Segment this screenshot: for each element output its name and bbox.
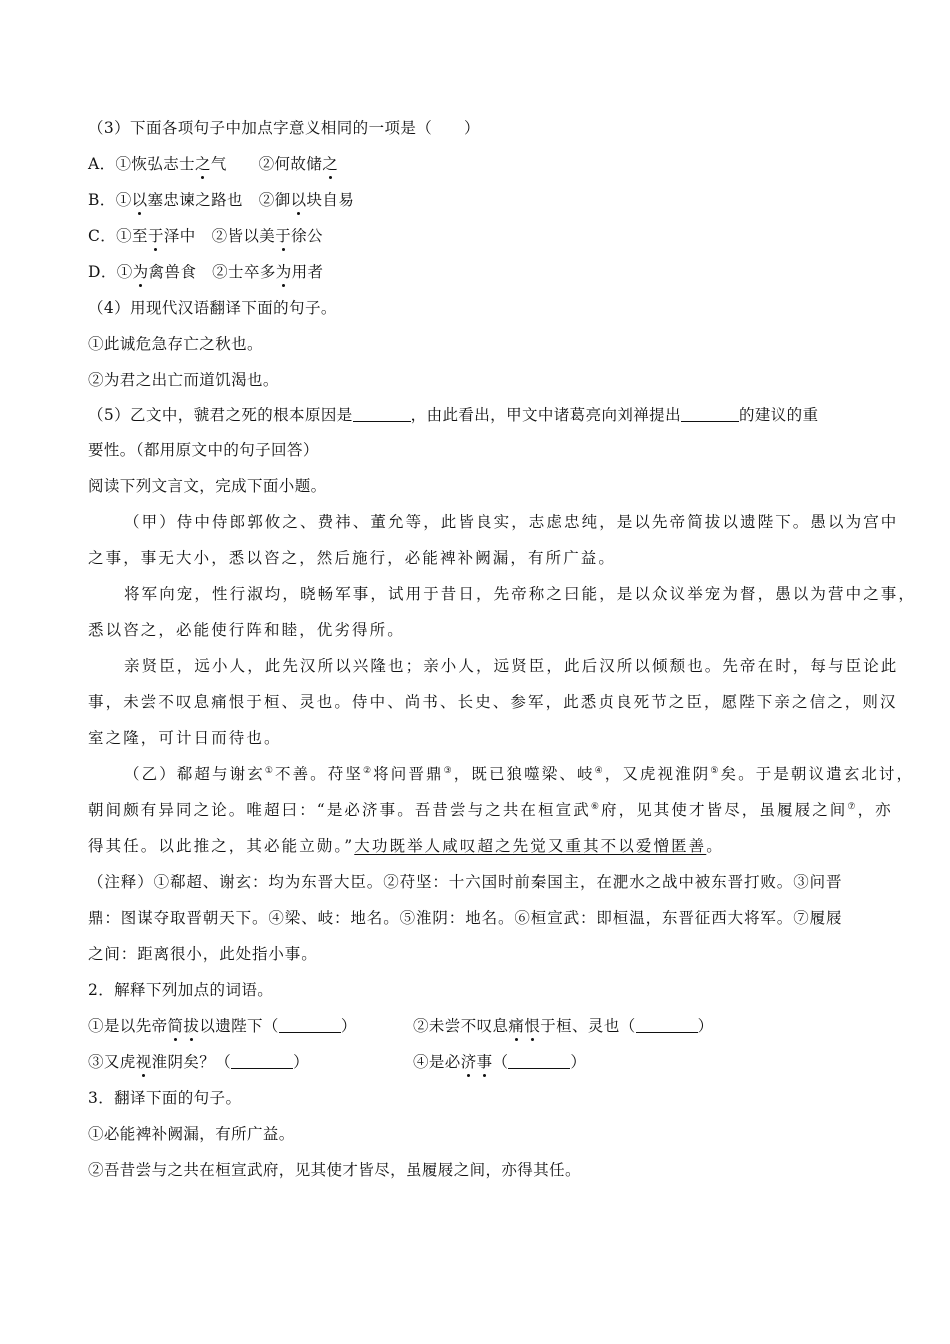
q3b-stem: 3．翻译下面的句子。 [88,1089,242,1107]
jia-para1-line2: 之事，事无大小，悉以咨之，然后施行，必能裨补阙漏，有所广益。 [88,549,617,567]
item-text: 于桓、灵也（ [540,1017,636,1035]
answer-blank-1[interactable] [353,406,411,422]
q3-stem: （3）下面各项句子中加点字意义相同的一项是（ ） [88,119,480,137]
yi-line2 [88,800,893,820]
dotted-char: 于 [147,227,164,245]
answer-blank-2[interactable] [681,406,739,422]
option-text: 塞忠谏之路也 ②御 [147,191,291,209]
dotted-char: 以 [290,191,307,209]
option-text: C．①至 [88,227,148,245]
yi-text: 朝间颇有异同之论。唯超曰：“是必济事。吾昔尝与之共在桓宣武 [88,801,591,819]
yi-text: 。 [706,837,724,855]
item-text: ①是以先帝 [88,1017,168,1035]
footnote-marker: ③ [443,766,454,776]
dotted-char: 视 [135,1053,152,1071]
yi-text: ，既已狼噬梁、岐 [453,765,595,783]
option-text: 用者 [291,263,324,281]
q2-item-3 [88,1053,309,1071]
dotted-char: 为 [275,263,292,281]
jia-para1-line1: （甲）侍中侍郎郭攸之、费祎、董允等，此皆良实，志虑忠纯，是以先帝简拔以遗陛下。愚以为宫中 [124,513,899,531]
footnote-marker: ⑥ [590,802,601,812]
q2-item-1 [88,1017,357,1035]
dotted-char: 恨 [524,1017,541,1035]
yi-line1 [88,764,914,784]
yi-text: 不善。苻坚 [274,765,363,783]
option-text: 泽中 ②皆以美 [163,227,276,245]
q3-option-b[interactable] [88,190,878,210]
dotted-char: 痛 [508,1017,525,1035]
item-text: ） [570,1053,587,1071]
option-text: D．① [88,263,133,281]
q5-text: （5）乙文中，虢君之死的根本原因是 [88,406,353,424]
yi-text: 矣。于是朝议遣玄北讨， [720,765,915,783]
answer-blank[interactable] [636,1017,698,1033]
dotted-char: 济 [460,1053,477,1071]
item-text: ） [340,1017,357,1035]
note-line2: 鼎：图谋夺取晋朝天下。④梁、岐：地名。⑤淮阴：地名。⑥桓宣武：即桓温，东晋征西大将军。⑦履屐 [88,909,843,927]
answer-blank[interactable] [279,1017,341,1033]
item-text: （ [492,1053,509,1071]
item-text: 以遗陛下（ [199,1017,279,1035]
item-text: ②未尝不叹息 [413,1017,509,1035]
answer-blank[interactable] [508,1053,570,1069]
option-text: 禽兽食 ②士卒多 [148,263,276,281]
item-text: ） [697,1017,714,1035]
item-text: ④是必 [413,1053,461,1071]
yi-text: 将问晋鼎 [373,765,444,783]
q2-row-2 [88,1052,878,1072]
option-text: 块自易 [306,191,355,209]
dotted-char: 事 [476,1053,493,1071]
answer-blank[interactable] [231,1053,293,1069]
dotted-char: 于 [275,227,292,245]
yi-text: 府，见其使才皆尽，虽履屐之间 [601,801,848,819]
yi-text: ，亦 [857,801,893,819]
yi-text: （乙）郗超与谢玄 [124,765,265,783]
jia-para3-line3: 室之隆，可计日而待也。 [88,729,282,747]
q4-sentence-2: ②为君之出亡而道饥渴也。 [88,371,279,389]
q4-sentence-1: ①此诚危急存亡之秋也。 [88,335,263,353]
q5-stem [88,405,878,425]
note-line3: 之间：距离很小，此处指小事。 [88,945,318,963]
q5-text: 的建议的重 [738,406,819,424]
q3-option-c[interactable] [88,226,878,246]
footnote-marker: ① [264,766,275,776]
footnote-marker: ② [363,766,374,776]
option-text: B．① [88,191,132,209]
note-line1: （注释）①郗超、谢玄：均为东晋大臣。②苻坚：十六国时前秦国主，在淝水之战中被东晋打败。③问晋 [88,873,843,891]
option-text: 徐公 [291,227,323,245]
footnote-marker: ⑦ [847,802,858,812]
jia-para2-line1: 将军向宠，性行淑均，晓畅军事，试用于昔日，先帝称之曰能，是以众议举宠为督，愚以为营中之事， [124,585,917,603]
dotted-char: 之 [322,155,339,173]
underlined-sentence: 大功既举人咸叹超之先觉又重其不以爱憎匿善 [354,837,707,855]
q3b-sentence-1: ①必能裨补阙漏，有所广益。 [88,1125,295,1143]
option-text: 气 ②何故储 [210,155,323,173]
dotted-char: 拔 [183,1017,200,1035]
item-text: 淮阴矣？（ [151,1053,232,1071]
jia-para3-line1: 亲贤臣，远小人，此先汉所以兴隆也；亲小人，远贤臣，此后汉所以倾颓也。先帝在时，每与臣论此 [124,657,899,675]
q3-option-a[interactable] [88,154,878,174]
option-text: A．①恢弘志士 [88,155,195,173]
dotted-char: 之 [195,155,211,173]
q4-stem: （4）用现代汉语翻译下面的句子。 [88,299,337,317]
q3-option-d[interactable] [88,262,878,282]
yi-text: ，又虎视淮阴 [604,765,711,783]
q2-stem: 2．解释下列加点的词语。 [88,981,274,999]
item-text: ） [293,1053,310,1071]
q2-row-1 [88,1016,878,1036]
dotted-char: 以 [131,191,148,209]
yi-text: 得其任。以此推之，其必能立勋。” [88,837,355,855]
jia-para3-line2: 事，未尝不叹息痛恨于桓、灵也。侍中、尚书、长史、参军，此悉贞良死节之臣，愿陛下亲之信之，则汉 [88,693,898,711]
dotted-char: 简 [167,1017,184,1035]
yi-line3 [88,836,878,856]
dotted-char: 为 [132,263,149,281]
footnote-marker: ⑤ [710,766,721,776]
item-text: ③又虎 [88,1053,136,1071]
footnote-marker: ④ [594,766,605,776]
q3b-sentence-2: ②吾昔尝与之共在桓宣武府，见其使才皆尽，虽履屐之间，亦得其任。 [88,1161,581,1179]
reading-intro: 阅读下列文言文，完成下面小题。 [88,477,327,495]
q5-text: ，由此看出，甲文中诸葛亮向刘禅提出 [410,406,681,424]
q2-item-4 [413,1052,586,1072]
jia-para2-line2: 悉以咨之，必能使行阵和睦，优劣得所。 [88,621,405,639]
q5-line-2: 要性。（都用原文中的句子回答） [88,441,319,459]
q2-item-2 [413,1016,714,1036]
